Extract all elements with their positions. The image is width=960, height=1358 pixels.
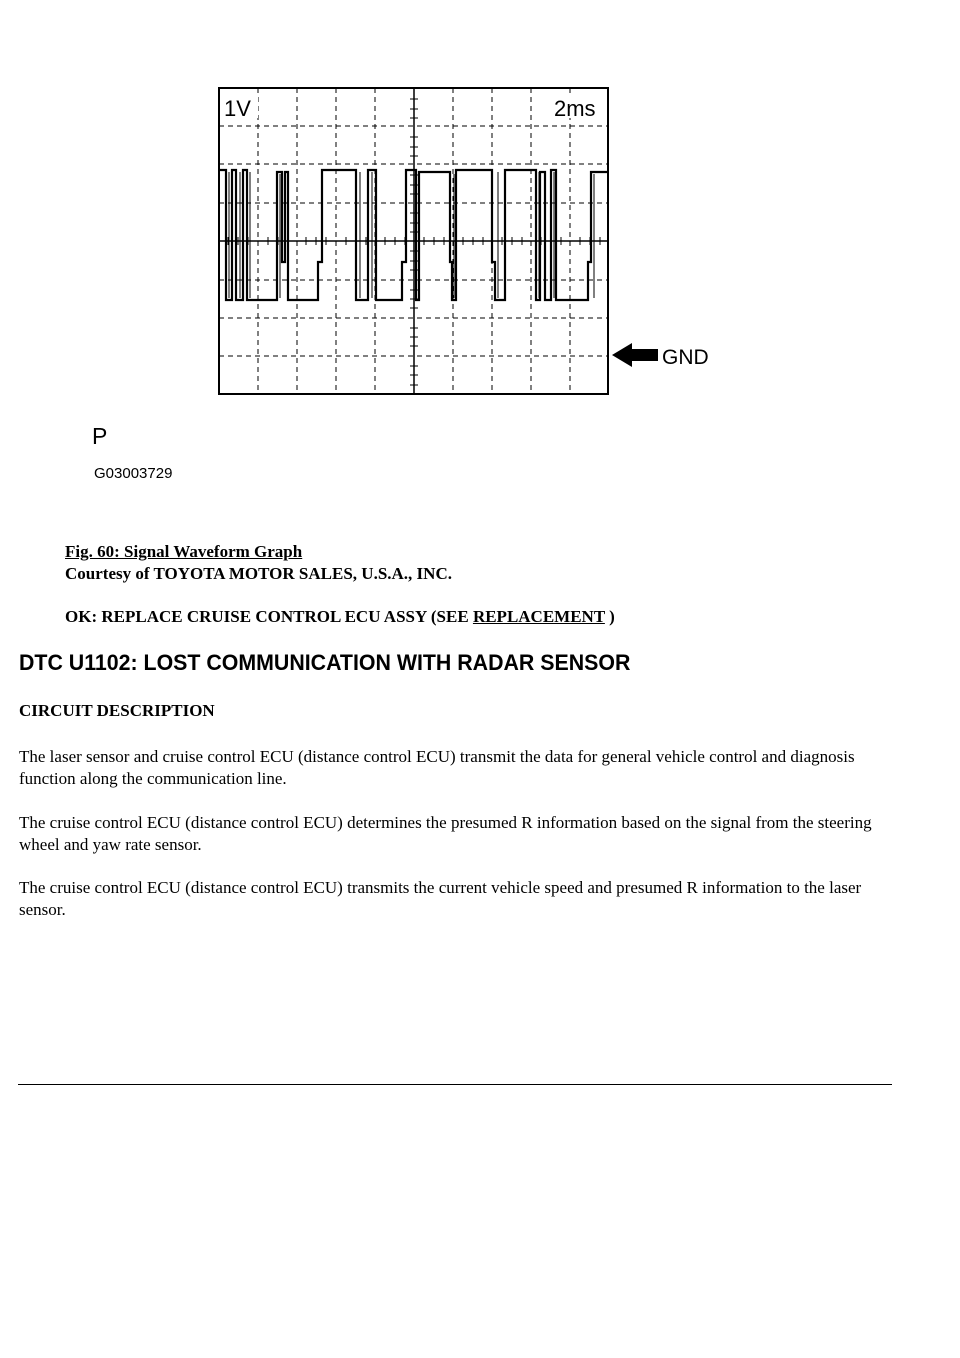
waveform-edge-detail	[229, 172, 594, 298]
description-paragraph-2: The cruise control ECU (distance control ECU) determines the presumed R information based on the signal from the steering wheel and yaw rate sensor.	[19, 813, 872, 854]
ok-result-line	[65, 607, 615, 627]
oscilloscope-screen	[0, 0, 960, 520]
gnd-arrow-icon	[612, 343, 658, 367]
replacement-link[interactable]: REPLACEMENT	[472, 607, 605, 626]
page-divider	[18, 1084, 892, 1085]
description-paragraph-3: The cruise control ECU (distance control ECU) transmits the current vehicle speed and presumed R information to the laser sensor.	[19, 878, 862, 919]
description-paragraph-1: The laser sensor and cruise control ECU (distance control ECU) transmit the data for general vehicle control and diagnosis function along the communication line.	[19, 747, 855, 788]
figure-title-link[interactable]: Fig. 60: Signal Waveform Graph	[65, 542, 303, 561]
volts-per-div-label: 1V	[224, 96, 251, 121]
circuit-description-heading: CIRCUIT DESCRIPTION	[19, 701, 215, 720]
time-per-div-label: 2ms	[554, 96, 596, 121]
graphic-code: G03003729	[94, 465, 173, 482]
dtc-section-heading: DTC U1102: LOST COMMUNICATION WITH RADAR SENSOR	[19, 650, 631, 675]
figure-courtesy: Courtesy of TOYOTA MOTOR SALES, U.S.A., INC.	[65, 564, 452, 583]
ok-result-suffix: )	[604, 607, 615, 626]
signal-waveform-figure	[0, 0, 960, 520]
figure-caption	[65, 541, 452, 585]
gnd-label: GND	[662, 346, 709, 369]
terminal-label: P	[92, 423, 108, 449]
ok-result-text: OK: REPLACE CRUISE CONTROL ECU ASSY (SEE	[65, 607, 473, 626]
